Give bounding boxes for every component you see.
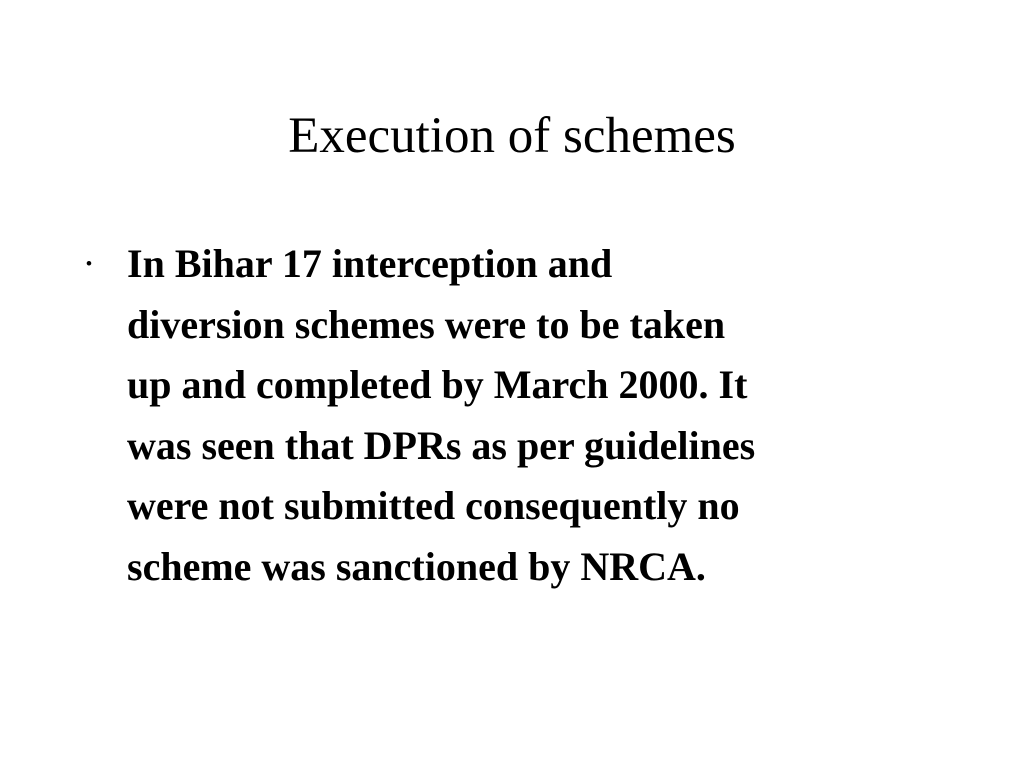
bullet-marker: • bbox=[86, 254, 92, 273]
slide-title: Execution of schemes bbox=[288, 108, 736, 164]
bullet-text: In Bihar 17 interception and diversion schemes were to be taken up and completed by March 2000. It was seen that DPRs as per guidelines were not submitted consequently no scheme was sanctioned by NRCA. bbox=[127, 241, 756, 589]
bullet-item bbox=[80, 234, 950, 597]
bullet-list bbox=[80, 234, 950, 597]
